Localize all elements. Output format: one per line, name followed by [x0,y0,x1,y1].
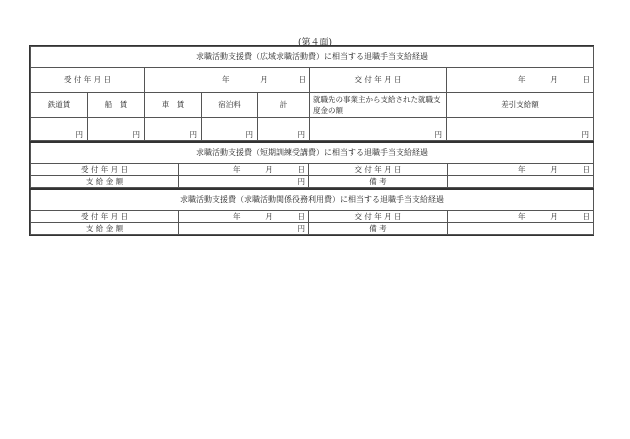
section1-delivery-date[interactable] [447,68,594,93]
section3-table [30,188,594,235]
section1-title: 求職活動支援費（広域求職活動費）に相当する退職手当支給経過 [31,47,594,68]
section3-delivery-label: 交 付 年 月 日 [309,211,448,223]
year-label: 年 [221,75,230,84]
section1-table [30,46,594,141]
section2-amount-label: 支 給 金 額 [31,176,179,188]
month-label: 月 [550,211,558,221]
section3-amount-value[interactable]: 円 [179,223,309,235]
section2-receipt-date[interactable] [179,164,309,176]
month-label: 月 [265,164,273,174]
section2-table [30,141,594,188]
section2-remarks-value[interactable] [448,176,594,188]
day-label: 日 [582,75,591,84]
car-fare-amount[interactable]: 円 [145,118,202,141]
year-label: 年 [232,211,241,221]
page-label: (第４面) [297,38,333,48]
section2-remarks-label: 備 考 [309,176,448,188]
year-label: 年 [517,164,526,174]
day-label: 日 [298,75,306,84]
col-lodging: 宿泊料 [202,93,258,118]
month-label: 月 [550,75,558,84]
col-total: 計 [258,93,310,118]
month-label: 月 [550,164,558,174]
year-label: 年 [517,75,526,84]
col-car-fare: 車 賃 [145,93,202,118]
lodging-amount[interactable]: 円 [202,118,258,141]
section1-delivery-label: 交 付 年 月 日 [310,68,447,93]
section3-receipt-date[interactable] [179,211,309,223]
railway-fare-amount[interactable]: 円 [31,118,88,141]
year-label: 年 [517,211,526,221]
col-railway-fare: 鉄道賃 [31,93,88,118]
section3-amount-label: 支 給 金 額 [31,223,179,235]
net-payment-amount[interactable]: 円 [447,118,594,141]
day-label: 日 [582,164,590,174]
ship-fare-amount[interactable]: 円 [88,118,145,141]
year-label: 年 [232,164,241,174]
section2-amount-value[interactable]: 円 [179,176,309,188]
section3-remarks-label: 備 考 [309,223,448,235]
day-label: 日 [582,211,590,221]
section2-receipt-label: 受 付 年 月 日 [31,164,179,176]
section1-receipt-date[interactable] [145,68,310,93]
col-preparation-allowance: 就職先の事業主から支給された就職支度金の額 [310,93,447,118]
section3-remarks-value[interactable] [448,223,594,235]
section3-title: 求職活動支援費（求職活動関係役務利用費）に相当する退職手当支給経過 [31,189,594,211]
col-net-payment: 差引支給額 [447,93,594,118]
section1-receipt-label: 受 付 年 月 日 [31,68,145,93]
total-amount[interactable]: 円 [258,118,310,141]
day-label: 日 [297,164,305,174]
section2-title: 求職活動支援費（短期訓練受講費）に相当する退職手当支給経過 [31,142,594,164]
section3-delivery-date[interactable] [448,211,594,223]
col-ship-fare: 船 賃 [88,93,145,118]
form-page-4 [29,45,594,236]
month-label: 月 [265,211,273,221]
section2-delivery-date[interactable] [448,164,594,176]
month-label: 月 [260,75,268,84]
day-label: 日 [297,211,305,221]
section3-receipt-label: 受 付 年 月 日 [31,211,179,223]
preparation-allowance-amount[interactable]: 円 [310,118,447,141]
section2-delivery-label: 交 付 年 月 日 [309,164,448,176]
